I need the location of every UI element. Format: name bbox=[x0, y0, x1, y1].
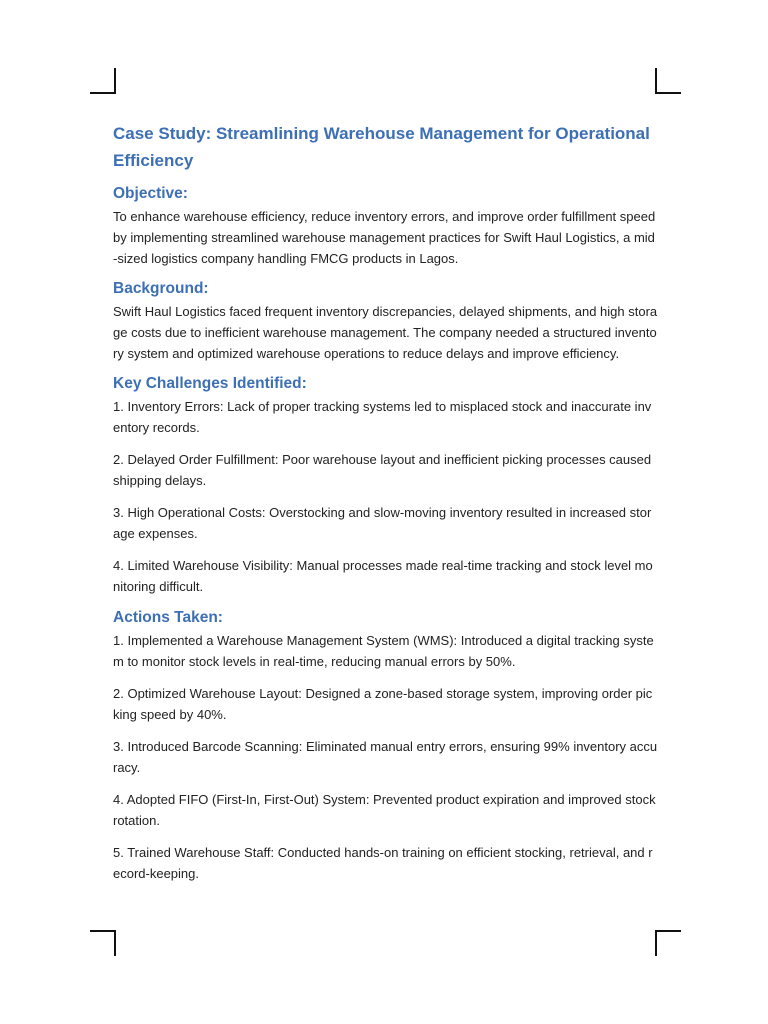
action-item: 4. Adopted FIFO (First-In, First-Out) System: Prevented product expiration and improved stock rotation. bbox=[113, 792, 656, 828]
challenge-item: 1. Inventory Errors: Lack of proper tracking systems led to misplaced stock and inaccurate inventory records. bbox=[113, 399, 652, 435]
crop-mark-top-right bbox=[655, 68, 681, 94]
document-body bbox=[113, 120, 658, 895]
objective-text: To enhance warehouse efficiency, reduce inventory errors, and improve order fulfillment speed by implementing streamlined warehouse management practices for Swift Haul Logistics, a mid-sized logistics company handling FMCG products in Lagos. bbox=[113, 209, 656, 266]
background-heading: Background: bbox=[113, 280, 209, 297]
crop-mark-bottom-right bbox=[655, 930, 681, 956]
objective-heading: Objective: bbox=[113, 185, 188, 202]
actions-heading: Actions Taken: bbox=[113, 609, 223, 626]
action-item: 2. Optimized Warehouse Layout: Designed a zone-based storage system, improving order picking speed by 40%. bbox=[113, 686, 653, 722]
crop-mark-top-left bbox=[90, 68, 116, 94]
action-item: 5. Trained Warehouse Staff: Conducted hands-on training on efficient stocking, retrieval, and record-keeping. bbox=[113, 845, 653, 881]
challenge-item: 3. High Operational Costs: Overstocking and slow-moving inventory resulted in increased storage expenses. bbox=[113, 505, 652, 541]
background-text: Swift Haul Logistics faced frequent inventory discrepancies, delayed shipments, and high storage costs due to inefficient warehouse management. The company needed a structured inventory system and optimized warehouse operations to reduce delays and improve efficiency. bbox=[113, 304, 658, 361]
crop-mark-bottom-left bbox=[90, 930, 116, 956]
challenges-heading: Key Challenges Identified: bbox=[113, 375, 307, 392]
challenge-item: 4. Limited Warehouse Visibility: Manual processes made real-time tracking and stock level monitoring difficult. bbox=[113, 558, 653, 594]
action-item: 1. Implemented a Warehouse Management System (WMS): Introduced a digital tracking system to monitor stock levels in real-time, reducing manual errors by 50%. bbox=[113, 633, 654, 669]
action-item: 3. Introduced Barcode Scanning: Eliminated manual entry errors, ensuring 99% inventory accuracy. bbox=[113, 739, 658, 775]
challenge-item: 2. Delayed Order Fulfillment: Poor warehouse layout and inefficient picking processes caused shipping delays. bbox=[113, 452, 652, 488]
document-title: Case Study: Streamlining Warehouse Management for Operational Efficiency bbox=[113, 124, 650, 170]
